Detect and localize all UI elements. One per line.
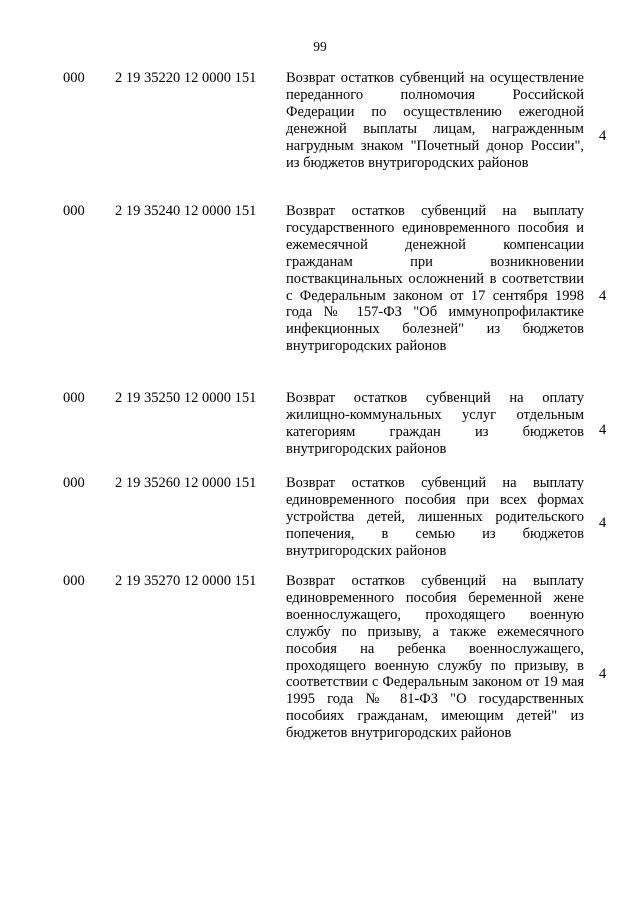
row-budget-code: 2 19 35260 12 0000 151	[115, 475, 257, 491]
row-column-value: 4	[599, 128, 607, 144]
row-code: 000	[63, 573, 85, 589]
row-description: Возврат остатков субвенций на осуществление переданного полномочия Российской Федерации по осуществлению ежегодной денежной выплаты лицам, награжденным нагрудным знаком "Почетный донор России", из бюджетов внутригородских районов	[286, 70, 584, 171]
row-budget-code: 2 19 35220 12 0000 151	[115, 70, 257, 86]
row-description: Возврат остатков субвенций на выплату единовременного пособия при всех формах устройства детей, лишенных родительского попечения, в семью из бюджетов внутригородских районов	[286, 475, 584, 559]
row-description: Возврат остатков субвенций на выплату государственного единовременного пособия и ежемесячной денежной компенсации гражданам при возникновении поствакцинальных осложнений в соответствии с Федеральным законом от 17 сентября 1998 года № 157-ФЗ "Об иммунопрофилактике инфекционных болезней" из бюджетов внутригородских районов	[286, 203, 584, 355]
row-code: 000	[63, 203, 85, 219]
row-code: 000	[63, 70, 85, 86]
row-code: 000	[63, 475, 85, 491]
row-column-value: 4	[599, 288, 607, 304]
row-description: Возврат остатков субвенций на выплату единовременного пособия беременной жене военнослужащего, проходящего военную службу по призыву, а также ежемесячного пособия на ребенка военнослужащего, проходящего военную службу по призыву, в соответствии с Федеральным законом от 19 мая 1995 года № 81-ФЗ "О государственных пособиях гражданам, имеющим детей" из бюджетов внутригородских районов	[286, 573, 584, 742]
row-budget-code: 2 19 35270 12 0000 151	[115, 573, 257, 589]
page-number: 99	[313, 39, 327, 54]
row-column-value: 4	[599, 422, 607, 438]
row-column-value: 4	[599, 666, 607, 682]
row-code: 000	[63, 390, 85, 406]
row-column-value: 4	[599, 515, 607, 531]
row-budget-code: 2 19 35240 12 0000 151	[115, 203, 257, 219]
row-budget-code: 2 19 35250 12 0000 151	[115, 390, 257, 406]
row-description: Возврат остатков субвенций на оплату жилищно-коммунальных услуг отдельным категориям граждан из бюджетов внутригородских районов	[286, 390, 584, 457]
